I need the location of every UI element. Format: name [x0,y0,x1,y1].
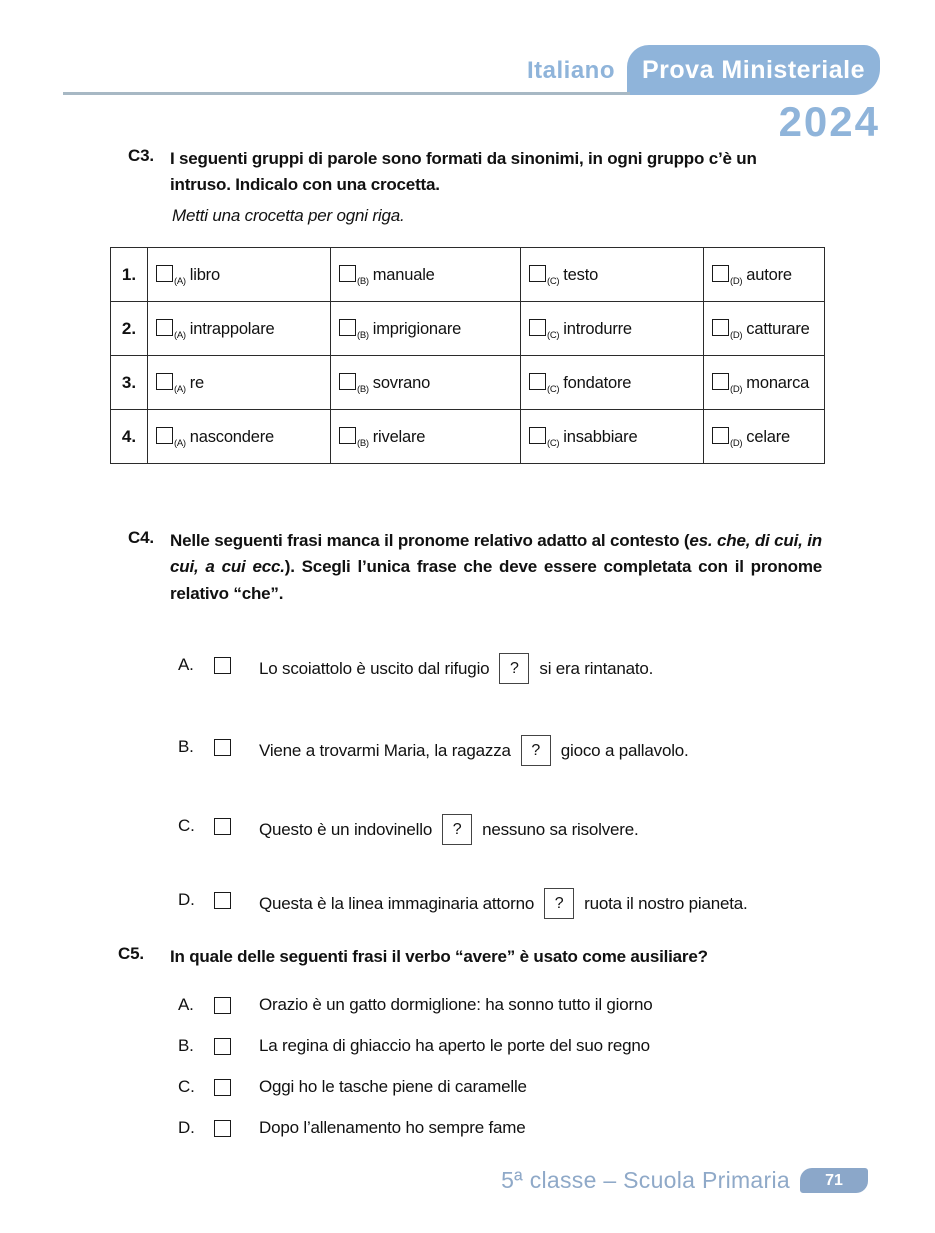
option-letter-label: A. [178,655,194,674]
answer-checkbox[interactable] [214,818,231,835]
option-word: monarca [746,373,810,392]
option-word: nascondere [189,427,274,446]
option-word: fondatore [563,373,632,392]
question-c4-text [170,528,822,607]
answer-checkbox[interactable] [214,1120,231,1137]
answer-checkbox[interactable] [712,265,729,282]
option-letter: (A) [174,383,186,395]
table-row [111,356,825,410]
answer-checkbox[interactable] [214,1079,231,1096]
answer-checkbox[interactable] [529,373,546,390]
page-number: 71 [825,1171,843,1189]
option-word: introdurre [563,319,632,338]
table-cell [521,410,704,464]
answer-checkbox[interactable] [214,739,231,756]
c3-synonyms-table [110,247,825,464]
question-c5 [118,944,830,970]
option-letter: (C) [547,275,560,287]
option-sentence [259,890,748,926]
option-word: insabbiare [563,427,638,446]
answer-checkbox[interactable] [156,319,173,336]
answer-checkbox[interactable] [712,373,729,390]
question-c4-text-part2: ). Scegli l’unica frase che deve essere completata con il pronome relativo “che”. [170,557,822,603]
answer-checkbox[interactable] [339,265,356,282]
year-label: 2024 [778,98,880,145]
c5-option-b [178,1036,838,1056]
option-letter: (A) [174,329,186,341]
c4-option-a [178,655,823,691]
option-letter: (C) [547,329,560,341]
row-number: 3. [111,356,148,410]
answer-checkbox[interactable] [156,265,173,282]
c4-option-c [178,816,823,852]
option-letter: (D) [730,275,743,287]
option-letter-label: C. [178,816,195,835]
option-sentence [259,816,639,852]
answer-checkbox[interactable] [156,373,173,390]
option-word: re [189,373,205,392]
answer-gap-box: ? [521,735,551,766]
answer-checkbox[interactable] [339,427,356,444]
table-cell [148,248,331,302]
option-sentence: La regina di ghiaccio ha aperto le porte del suo regno [259,1036,650,1055]
c4-option-d [178,890,823,926]
sentence-after-gap: ruota il nostro pianeta. [584,894,748,913]
row-number: 1. [111,248,148,302]
table-cell [331,356,521,410]
c5-option-d [178,1118,838,1138]
answer-gap-box: ? [499,653,529,684]
answer-checkbox[interactable] [214,997,231,1014]
option-letter: (B) [357,329,369,341]
option-letter-label: D. [178,890,195,909]
table-cell [148,410,331,464]
table-cell [331,248,521,302]
question-c5-number: C5. [118,944,144,963]
ministerial-badge [627,45,880,95]
answer-checkbox[interactable] [339,319,356,336]
option-letter: (B) [357,383,369,395]
table-cell [148,302,331,356]
option-word: sovrano [372,373,431,392]
option-word: catturare [746,319,810,338]
footer-label: 5ª classe – Scuola Primaria [501,1167,790,1193]
option-letter-label: B. [178,1036,194,1055]
page-number-badge [800,1168,868,1193]
table-cell [521,248,704,302]
c5-option-c [178,1077,838,1097]
table-cell [331,302,521,356]
table-cell [148,356,331,410]
option-word: celare [746,427,791,446]
option-letter: (C) [547,383,560,395]
sentence-before-gap: Questo è un indovinello [259,820,433,839]
option-letter: (C) [547,437,560,449]
option-letter-label: C. [178,1077,195,1096]
option-word: manuale [372,265,435,284]
c4-option-b [178,737,823,773]
row-number: 4. [111,410,148,464]
question-c4-number: C4. [128,528,154,547]
question-c3-instruction: Metti una crocetta per ogni riga. [172,206,405,225]
answer-checkbox[interactable] [529,427,546,444]
question-c3 [128,146,800,199]
answer-checkbox[interactable] [214,657,231,674]
table-cell [704,248,825,302]
question-c4-text-italic: es. che, di cui, in cui, a cui ecc. [170,531,822,577]
row-number: 2. [111,302,148,356]
table-row [111,410,825,464]
option-letter-label: D. [178,1118,195,1137]
option-word: imprigionare [372,319,462,338]
option-word: rivelare [372,427,426,446]
sentence-after-gap: gioco a pallavolo. [560,741,689,760]
answer-checkbox[interactable] [712,319,729,336]
answer-gap-box: ? [442,814,472,845]
answer-gap-box: ? [544,888,574,919]
subject-label: Italiano [526,57,615,84]
table-cell [521,302,704,356]
answer-checkbox[interactable] [214,1038,231,1055]
option-letter: (A) [174,437,186,449]
table-row [111,248,825,302]
option-letter: (D) [730,329,743,341]
option-letter: (D) [730,383,743,395]
option-sentence [259,737,689,773]
answer-checkbox[interactable] [529,265,546,282]
ministerial-badge-label: Prova Ministeriale [642,55,865,84]
option-word: libro [189,265,220,284]
option-letter-label: A. [178,995,194,1014]
table-cell [704,410,825,464]
table-cell [704,356,825,410]
option-sentence [259,655,653,691]
sentence-after-gap: nessuno sa risolvere. [482,820,639,839]
option-word: autore [746,265,792,284]
option-sentence: Oggi ho le tasche piene di caramelle [259,1077,527,1096]
answer-checkbox[interactable] [214,892,231,909]
question-c3-number: C3. [128,146,154,165]
answer-checkbox[interactable] [529,319,546,336]
table-cell [521,356,704,410]
table-cell [331,410,521,464]
sentence-before-gap: Viene a trovarmi Maria, la ragazza [259,741,511,760]
option-letter-label: B. [178,737,194,756]
question-c5-text: In quale delle seguenti frasi il verbo “avere” è usato come ausiliare? [170,947,708,966]
header-rule [63,92,630,95]
option-sentence: Orazio è un gatto dormiglione: ha sonno tutto il giorno [259,995,653,1014]
option-letter: (B) [357,437,369,449]
answer-checkbox[interactable] [339,373,356,390]
question-c3-text: I seguenti gruppi di parole sono formati da sinonimi, in ogni gruppo c’è un intruso. Indicalo con una crocetta. [170,149,757,195]
answer-checkbox[interactable] [156,427,173,444]
question-c4 [128,528,822,607]
option-sentence: Dopo l’allenamento ho sempre fame [259,1118,526,1137]
table-cell [704,302,825,356]
answer-checkbox[interactable] [712,427,729,444]
c5-option-a [178,995,838,1015]
option-letter: (B) [357,275,369,287]
table-row [111,302,825,356]
sentence-before-gap: Questa è la linea immaginaria attorno [259,894,535,913]
option-letter: (D) [730,437,743,449]
option-word: intrappolare [189,319,275,338]
sentence-after-gap: si era rintanato. [539,659,654,678]
question-c4-text-part1: Nelle seguenti frasi manca il pronome relativo adatto al contesto ( [170,531,690,550]
sentence-before-gap: Lo scoiattolo è uscito dal rifugio [259,659,490,678]
option-word: testo [563,265,599,284]
option-letter: (A) [174,275,186,287]
